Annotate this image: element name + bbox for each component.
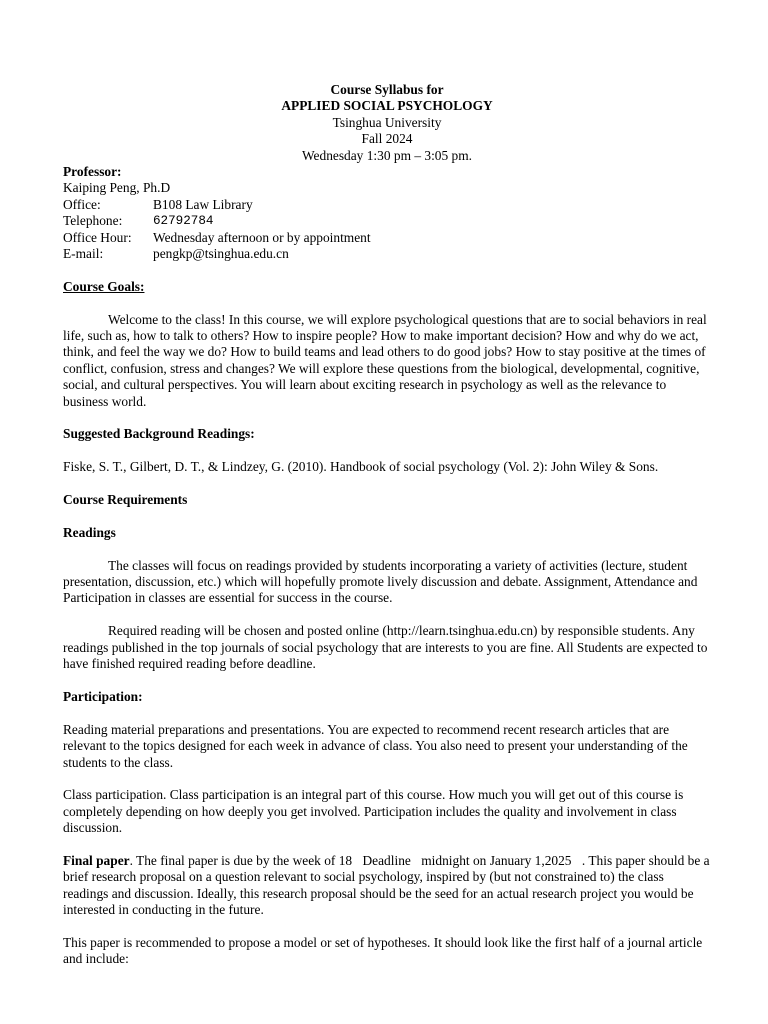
- class-time: Wednesday 1:30 pm – 3:05 pm.: [301, 147, 472, 163]
- telephone-value: 62792784: [153, 214, 214, 229]
- course-requirements-heading: Course Requirements: [63, 492, 188, 508]
- title-line-1: Course Syllabus for: [330, 82, 444, 97]
- readings-paragraph-2: Required reading will be chosen and posted online (http://learn.tsinghua.edu.cn) by responsible students. Any readings published in the top journals of social psychology that are interests to you are fine. All Students are expected to have finished required reading before deadline.: [63, 623, 708, 672]
- participation-heading: Participation:: [63, 688, 143, 704]
- final-paper-paragraph: [63, 853, 711, 919]
- office-hour-value: Wednesday afternoon or by appointment: [153, 229, 371, 245]
- final-paper-label: Final paper: [63, 852, 130, 868]
- term: Fall 2024: [361, 131, 413, 147]
- readings-heading: Readings: [63, 524, 116, 540]
- university-name: Tsinghua University: [332, 114, 442, 130]
- final-paper-text: . The final paper is due by the week of 18 Deadline midnight on January 1,2025 . This paper should be a brief research proposal on a question relevant to social psychology, inspired by (but not constrained to) the class readings and discussion. Ideally, this research proposal should be the seed for an actual research project you would be interested in conducting in the future.: [63, 852, 710, 918]
- course-goals-text: Welcome to the class! In this course, we will explore psychological questions that are to social behaviors in real life, such as, how to talk to others? How to inspire people? How to make important decision? How and why do we act, think, and feel the way we do? How to build teams and lead others to do good jobs? How to stay positive at the times of conflict, confusion, stress and changes? We will explore these questions from the biological, developmental, cognitive, social, and cultural perspectives. You will learn about exciting research in psychology as well as the relevance to business world.: [63, 311, 707, 409]
- office-hour-label: Office Hour:: [63, 229, 132, 245]
- final-paper-paragraph-2: This paper is recommended to propose a model or set of hypotheses. It should look like the first half of a journal article and include:: [63, 934, 703, 967]
- telephone-label: Telephone:: [63, 213, 123, 229]
- background-readings-heading: Suggested Background Readings:: [63, 426, 255, 442]
- readings-paragraph-1: The classes will focus on readings provided by students incorporating a variety of activities (lecture, student presentation, discussion, etc.) which will hopefully promote lively discussion and debate. Assignment, Attendance and Participation in classes are essential for success in the course.: [63, 557, 698, 606]
- participation-paragraph-1: Reading material preparations and presentations. You are expected to recommend recent research articles that are relevant to the topics designed for each week in advance of class. You also need to present your understanding of the students to the class.: [63, 721, 688, 770]
- office-value: B108 Law Library: [153, 196, 253, 212]
- email-label: E-mail:: [63, 246, 104, 262]
- course-title: APPLIED SOCIAL PSYCHOLOGY: [281, 98, 493, 114]
- background-reading-citation: Fiske, S. T., Gilbert, D. T., & Lindzey, G. (2010). Handbook of social psychology (Vol. 2): John Wiley & Sons.: [63, 459, 659, 475]
- office-hour-row: [63, 230, 711, 246]
- office-label: Office:: [63, 196, 101, 212]
- email-value[interactable]: pengkp@tsinghua.edu.cn: [153, 246, 289, 262]
- email-row: [63, 246, 711, 262]
- professor-heading: Professor:: [63, 164, 122, 180]
- participation-paragraph-2: Class participation. Class participation is an integral part of this course. How much you will get out of this course is completely depending on how deeply you get involved. Participation includes the quality and involvement in class discussion.: [63, 787, 684, 836]
- telephone-row: [63, 213, 711, 229]
- syllabus-page: [63, 82, 711, 968]
- professor-name: Kaiping Peng, Ph.D: [63, 180, 171, 196]
- course-goals-heading: Course Goals:: [63, 278, 145, 294]
- office-row: [63, 197, 711, 213]
